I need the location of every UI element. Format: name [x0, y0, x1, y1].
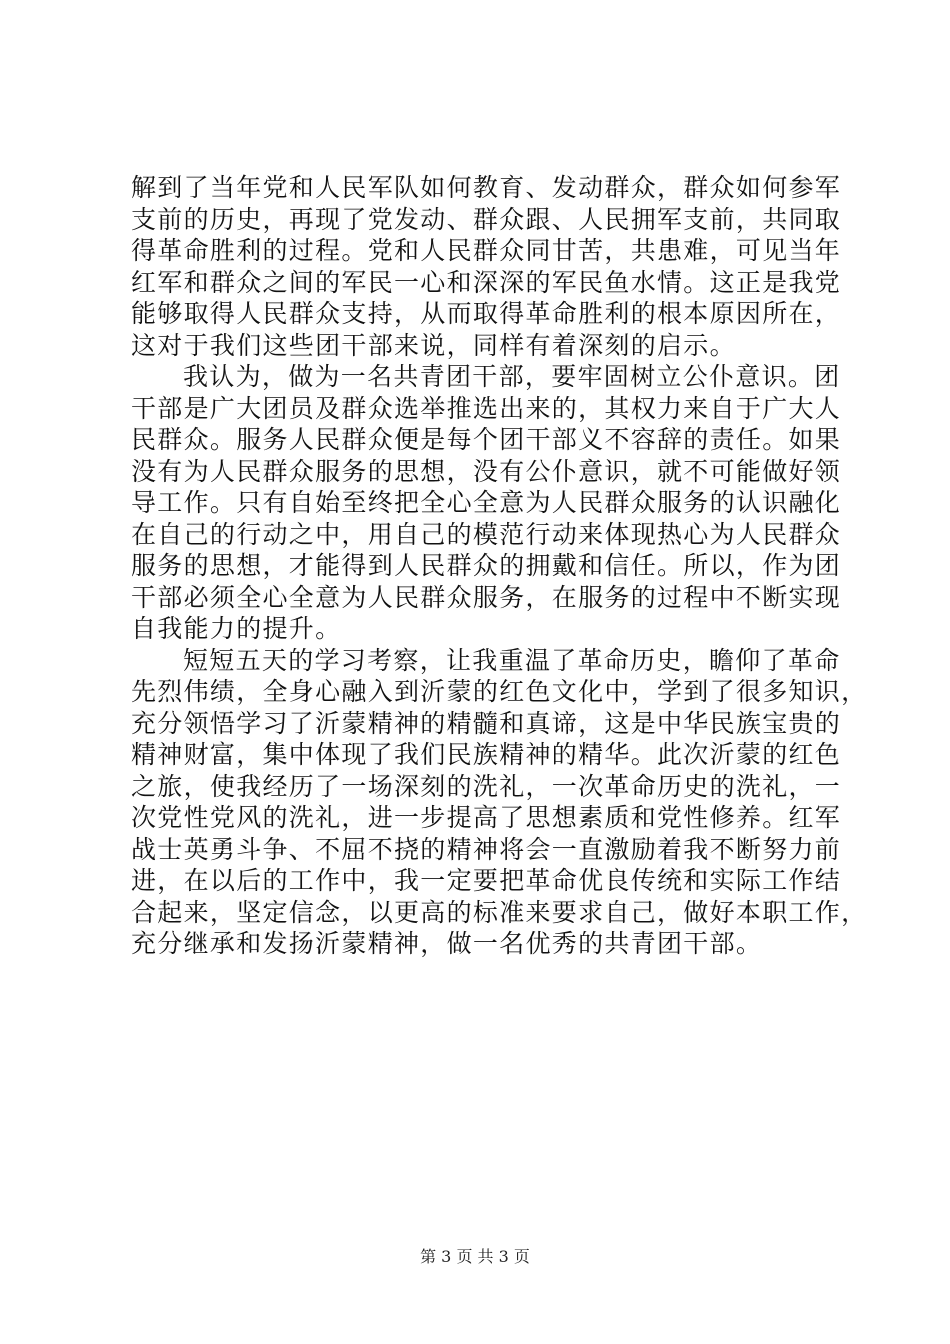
- text-line: 能够取得人民群众支持，从而取得革命胜利的根本原因所在，: [131, 299, 842, 328]
- text-line: 干部必须全心全意为人民群众服务，在服务的过程中不断实现: [131, 582, 842, 612]
- text-line: 充分领悟学习了沂蒙精神的精髓和真谛，这是中华民族宝贵的: [131, 708, 842, 738]
- text-line: 这对于我们这些团干部来说，同样有着深刻的启示。: [131, 330, 736, 360]
- text-line: 在自己的行动之中，用自己的模范行动来体现热心为人民群众: [131, 519, 842, 549]
- text-line: 解到了当年党和人民军队如何教育、发动群众，群众如何参军: [131, 173, 842, 202]
- text-line: 之旅，使我经历了一场深刻的洗礼，一次革命历史的洗礼，一: [131, 771, 842, 801]
- body-text: [131, 172, 868, 960]
- text-line: 精神财富，集中体现了我们民族精神的精华。此次沂蒙的红色: [131, 740, 842, 769]
- text-line: 支前的历史，再现了党发动、群众跟、人民拥军支前，共同取: [131, 204, 842, 234]
- page-number-footer: 第 3 页 共 3 页: [420, 1247, 530, 1266]
- text-line: 进，在以后的工作中，我一定要把革命优良传统和实际工作结: [131, 866, 842, 895]
- text-line: 战士英勇斗争、不屈不挠的精神将会一直激励着我不断努力前: [131, 834, 842, 864]
- text-line: 没有为人民群众服务的思想，没有公仆意识，就不可能做好领: [131, 456, 842, 486]
- text-line: 次党性党风的洗礼，进一步提高了思想素质和党性修养。红军: [131, 803, 842, 832]
- text-line: 先烈伟绩，全身心融入到沂蒙的红色文化中，学到了很多知识，: [131, 677, 868, 706]
- text-line: 导工作。只有自始至终把全心全意为人民群众服务的认识融化: [131, 488, 842, 517]
- text-line: 服务的思想，才能得到人民群众的拥戴和信任。所以，作为团: [131, 551, 842, 580]
- text-line: 得革命胜利的过程。党和人民群众同甘苦，共患难，可见当年: [131, 236, 842, 265]
- text-line: 合起来，坚定信念，以更高的标准来要求自己，做好本职工作，: [131, 897, 868, 927]
- paragraph-start-line: 短短五天的学习考察，让我重温了革命历史，瞻仰了革命: [183, 645, 841, 675]
- text-line: 干部是广大团员及群众选举推选出来的，其权力来自于广大人: [131, 393, 842, 423]
- text-line: 充分继承和发扬沂蒙精神，做一名优秀的共青团干部。: [131, 929, 763, 958]
- text-line: 自我能力的提升。: [131, 614, 342, 643]
- text-line: 民群众。服务人民群众便是每个团干部义不容辞的责任。如果: [131, 425, 842, 454]
- text-line: 红军和群众之间的军民一心和深深的军民鱼水情。这正是我党: [131, 267, 842, 297]
- paragraph-start-line: 我认为，做为一名共青团干部，要牢固树立公仆意识。团: [183, 362, 841, 391]
